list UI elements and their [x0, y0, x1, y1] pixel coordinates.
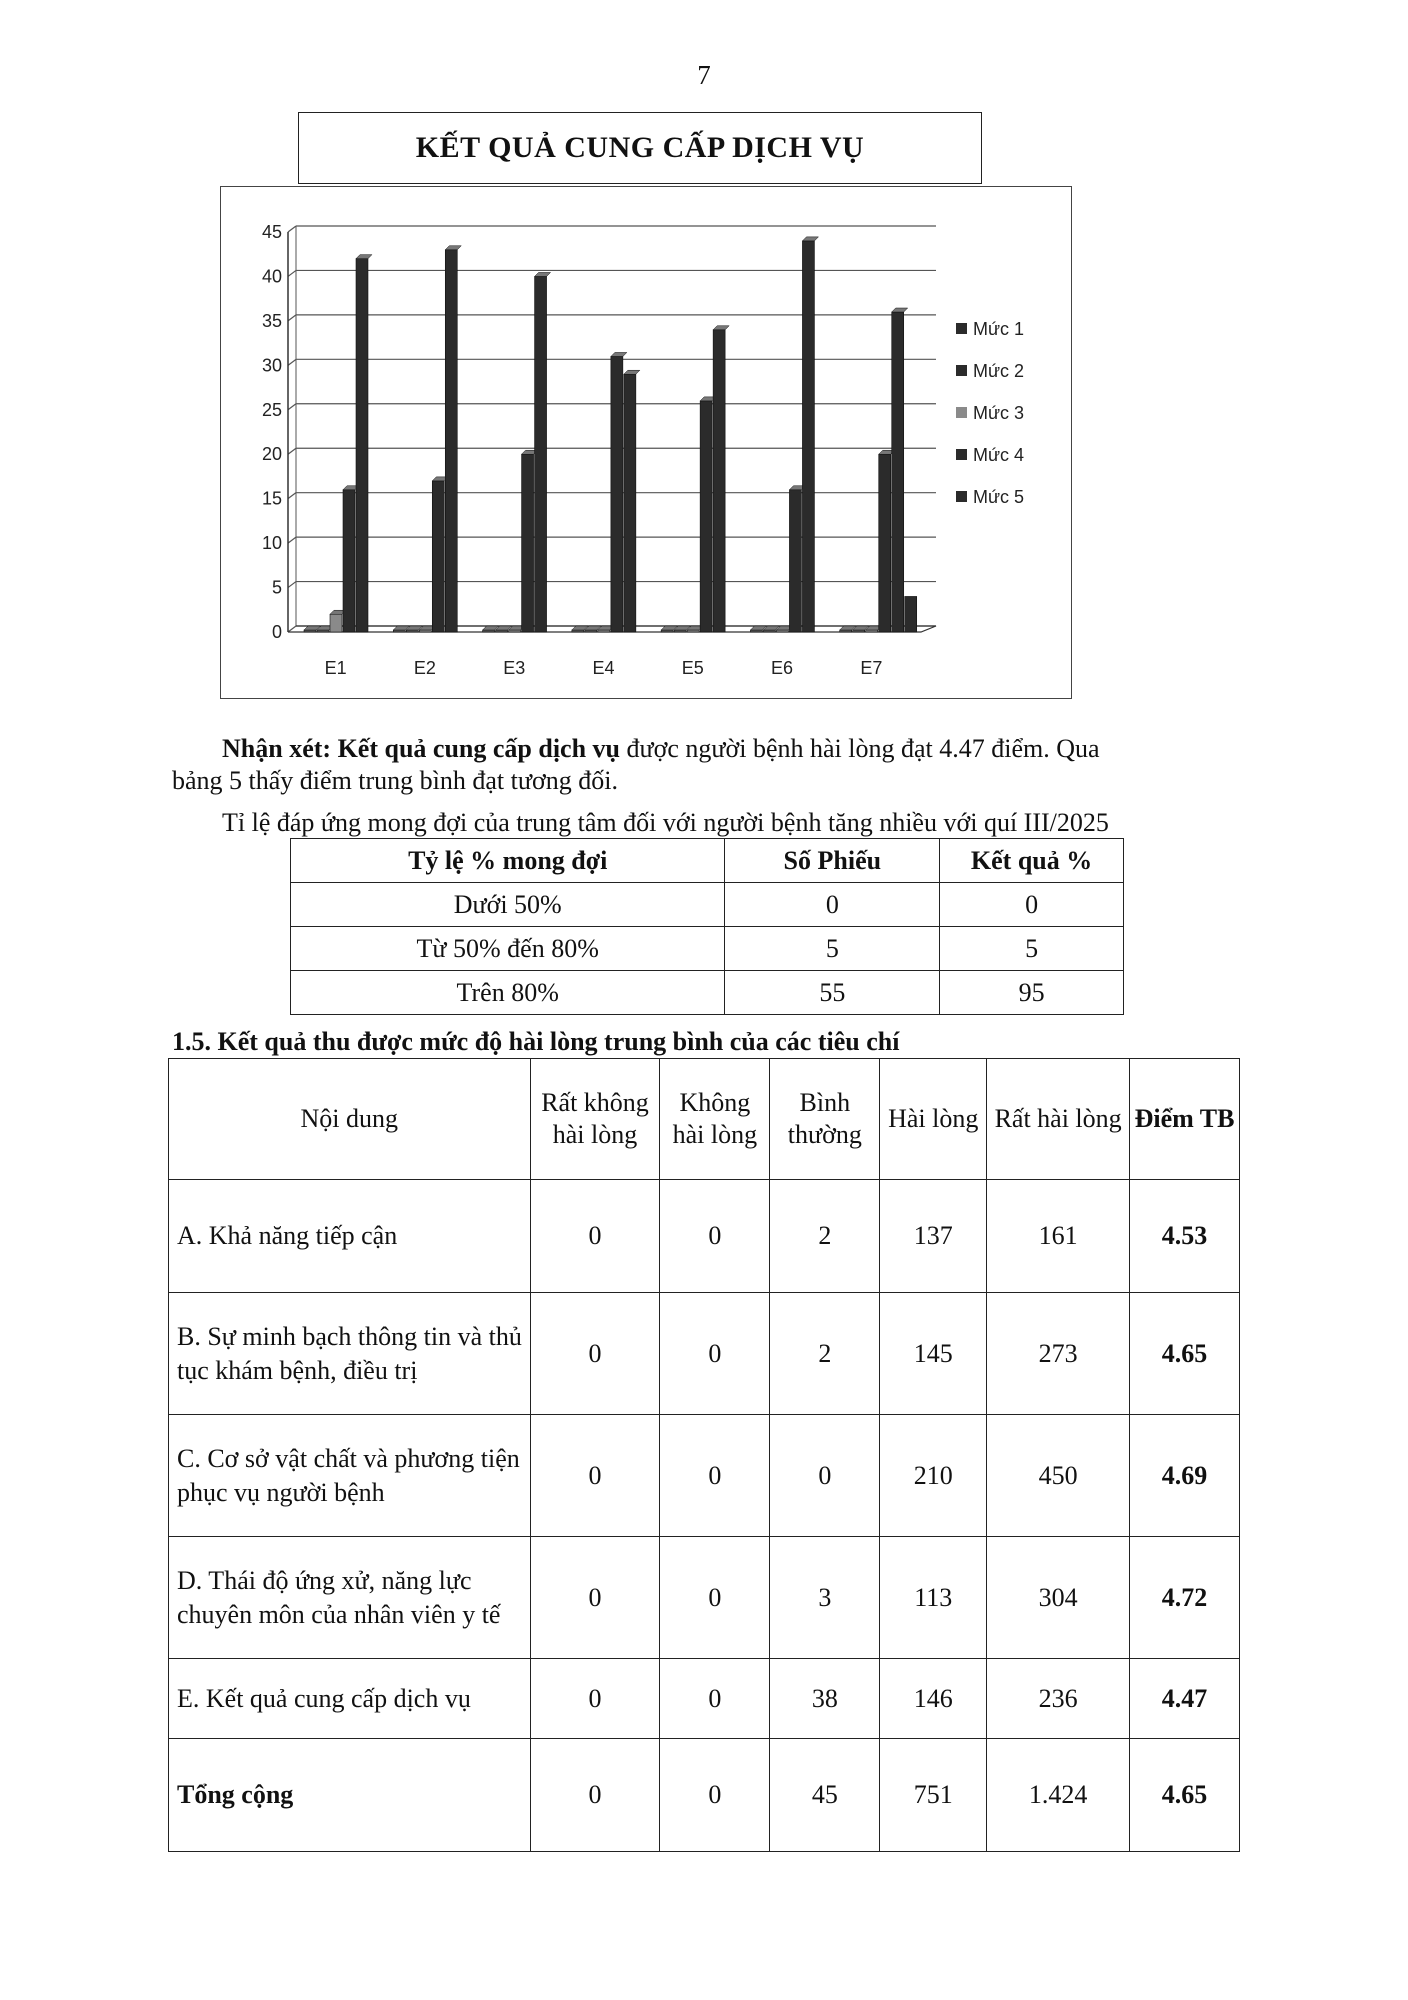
- bar: [624, 374, 636, 632]
- table-cell: 38: [770, 1659, 880, 1739]
- bar: [687, 630, 699, 632]
- bar: [483, 630, 495, 632]
- table-cell: 1.424: [987, 1739, 1130, 1852]
- table-cell: 146: [880, 1659, 987, 1739]
- x-tick-label: E5: [681, 658, 704, 678]
- gridline-perspective: [288, 537, 296, 543]
- table-row: [169, 1659, 1240, 1739]
- header-cell: Kết quả %: [940, 839, 1124, 883]
- y-tick-label: 40: [261, 266, 282, 287]
- bar: [840, 630, 852, 632]
- legend-swatch: [956, 491, 967, 502]
- table-cell: 0: [940, 883, 1124, 927]
- bar: [802, 241, 814, 632]
- y-tick-label: 45: [261, 222, 282, 242]
- bar: [393, 630, 405, 632]
- gridline-perspective: [288, 493, 296, 499]
- x-tick-label: E7: [860, 658, 883, 678]
- bar: [853, 630, 865, 632]
- table-row: [169, 1180, 1240, 1293]
- table-cell: 95: [940, 971, 1124, 1015]
- bar-top: [611, 352, 627, 356]
- chart-title: KẾT QUẢ CUNG CẤP DỊCH VỤ: [415, 131, 865, 164]
- bar: [598, 630, 610, 632]
- table-header-row: [291, 839, 1124, 883]
- remark-label: Nhận xét:: [222, 734, 332, 763]
- table-cell: 4.47: [1130, 1659, 1240, 1739]
- bar: [585, 630, 597, 632]
- header-cell: Tỷ lệ % mong đợi: [291, 839, 725, 883]
- table-total-row: [169, 1739, 1240, 1852]
- bar: [535, 276, 547, 632]
- header-cell: Hài lòng: [880, 1059, 987, 1180]
- bar: [317, 630, 329, 632]
- gridline-perspective: [288, 626, 296, 632]
- table-cell: 0: [530, 1659, 660, 1739]
- table-cell: 145: [880, 1293, 987, 1415]
- bar: [879, 454, 891, 632]
- table-cell: D. Thái độ ứng xử, năng lực chuyên môn của nhân viên y tế: [169, 1537, 531, 1659]
- table-cell: 0: [660, 1659, 770, 1739]
- header-cell: Bình thường: [770, 1059, 880, 1180]
- table-cell: 161: [987, 1180, 1130, 1293]
- y-tick-label: 15: [261, 488, 282, 509]
- bar: [700, 401, 712, 632]
- table-cell: 3: [770, 1537, 880, 1659]
- table-cell: A. Khả năng tiếp cận: [169, 1180, 531, 1293]
- bar: [750, 630, 762, 632]
- bar-top: [713, 326, 729, 330]
- table-cell: 236: [987, 1659, 1130, 1739]
- legend-label: Mức 3: [973, 403, 1025, 423]
- table-cell: 0: [660, 1180, 770, 1293]
- table-cell: 0: [725, 883, 940, 927]
- bar: [763, 630, 775, 632]
- expectation-ratio-table: [290, 838, 1124, 1015]
- gridline-perspective: [288, 404, 296, 410]
- table-row: [169, 1293, 1240, 1415]
- table-cell: 5: [725, 927, 940, 971]
- gridline-perspective: [288, 448, 296, 454]
- bar-top: [356, 255, 372, 259]
- table-row: [291, 883, 1124, 927]
- bar-top: [624, 370, 640, 374]
- gridline-perspective: [288, 315, 296, 321]
- table-cell: 0: [770, 1415, 880, 1537]
- table-cell: 0: [660, 1739, 770, 1852]
- bar: [661, 630, 673, 632]
- table-cell: 4.72: [1130, 1537, 1240, 1659]
- table-cell: 55: [725, 971, 940, 1015]
- table-cell: 0: [660, 1293, 770, 1415]
- table-cell: 0: [530, 1293, 660, 1415]
- y-tick-label: 5: [271, 577, 282, 598]
- remark-paragraph: [222, 733, 1282, 765]
- table-cell: 304: [987, 1537, 1130, 1659]
- bar: [789, 490, 801, 632]
- table-cell: 4.65: [1130, 1293, 1240, 1415]
- bar: [356, 259, 368, 632]
- bar-chart: [220, 186, 1072, 699]
- table-cell: Từ 50% đến 80%: [291, 927, 725, 971]
- section-heading: 1.5. Kết quả thu được mức độ hài lòng trung bình của các tiêu chí: [172, 1027, 900, 1056]
- table-cell: 450: [987, 1415, 1130, 1537]
- bar: [522, 454, 534, 632]
- table-cell: Trên 80%: [291, 971, 725, 1015]
- table-cell: E. Kết quả cung cấp dịch vụ: [169, 1659, 531, 1739]
- table-cell: 273: [987, 1293, 1130, 1415]
- gridline-perspective: [288, 270, 296, 276]
- page-number: 7: [697, 60, 711, 90]
- header-cell: Không hài lòng: [660, 1059, 770, 1180]
- y-tick-label: 10: [261, 533, 282, 554]
- table-header-row: [169, 1059, 1240, 1180]
- table-cell: 5: [940, 927, 1124, 971]
- table-row: [169, 1537, 1240, 1659]
- bar: [892, 312, 904, 632]
- bar: [905, 596, 917, 632]
- table-cell: 4.69: [1130, 1415, 1240, 1537]
- table-cell: 137: [880, 1180, 987, 1293]
- bar-top: [535, 272, 551, 276]
- bar: [674, 630, 686, 632]
- x-tick-label: E2: [413, 658, 436, 678]
- table-row: [291, 927, 1124, 971]
- legend-label: Mức 5: [973, 487, 1025, 507]
- gridline-perspective: [288, 226, 296, 232]
- header-cell: Rất hài lòng: [987, 1059, 1130, 1180]
- bar: [572, 630, 584, 632]
- bar: [776, 630, 788, 632]
- header-cell: Số Phiếu: [725, 839, 940, 883]
- y-tick-label: 25: [261, 399, 282, 420]
- table-cell: Dưới 50%: [291, 883, 725, 927]
- bar: [445, 250, 457, 632]
- bar: [343, 490, 355, 632]
- table-cell: 0: [530, 1739, 660, 1852]
- y-tick-label: 0: [271, 622, 282, 642]
- header-cell: Nội dung: [169, 1059, 531, 1180]
- table-cell: 0: [530, 1415, 660, 1537]
- criteria-satisfaction-table: [168, 1058, 1240, 1852]
- legend-label: Mức 1: [973, 319, 1025, 339]
- ratio-intro: Tỉ lệ đáp ứng mong đợi của trung tâm đối với người bệnh tăng nhiều với quí III/2025: [222, 808, 1109, 837]
- table-cell: 210: [880, 1415, 987, 1537]
- y-tick-label: 30: [261, 355, 282, 376]
- table-cell: 751: [880, 1739, 987, 1852]
- legend-swatch: [956, 365, 967, 376]
- table-cell: 2: [770, 1293, 880, 1415]
- gridline-perspective: [288, 582, 296, 588]
- x-tick-label: E4: [592, 658, 615, 678]
- y-tick-label: 35: [261, 310, 282, 331]
- bar: [406, 630, 418, 632]
- chart-canvas: [221, 187, 1073, 700]
- bar: [713, 330, 725, 632]
- header-cell: Điểm TB: [1130, 1059, 1240, 1180]
- bar: [866, 630, 878, 632]
- legend-label: Mức 2: [973, 361, 1025, 381]
- table-cell: 2: [770, 1180, 880, 1293]
- table-cell: 4.65: [1130, 1739, 1240, 1852]
- remark-continuation: bảng 5 thấy điểm trung bình đạt tương đối.: [172, 766, 618, 795]
- gridline-perspective: [288, 359, 296, 365]
- bar: [419, 630, 431, 632]
- x-tick-label: E1: [324, 658, 347, 678]
- bar: [611, 356, 623, 632]
- bar: [330, 614, 342, 632]
- table-cell: 4.53: [1130, 1180, 1240, 1293]
- table-cell: 0: [530, 1537, 660, 1659]
- legend-swatch: [956, 323, 967, 334]
- x-tick-label: E6: [771, 658, 794, 678]
- bar: [304, 630, 316, 632]
- bar-top: [445, 246, 461, 250]
- table-row: [291, 971, 1124, 1015]
- table-cell: 0: [530, 1180, 660, 1293]
- table-row: [169, 1415, 1240, 1537]
- table-cell: 0: [660, 1537, 770, 1659]
- remark-bold: Kết quả cung cấp dịch vụ: [337, 734, 621, 763]
- table-cell: 113: [880, 1537, 987, 1659]
- bar-top: [802, 237, 818, 241]
- remark-text: được người bệnh hài lòng đạt 4.47 điểm. Qua: [626, 734, 1100, 763]
- y-tick-label: 20: [261, 444, 282, 465]
- bar-top: [892, 308, 908, 312]
- bar: [432, 481, 444, 632]
- legend-swatch: [956, 449, 967, 460]
- legend-label: Mức 4: [973, 445, 1025, 465]
- bar: [509, 630, 521, 632]
- total-label: Tổng cộng: [169, 1739, 531, 1852]
- legend-swatch: [956, 407, 967, 418]
- chart-title-box: [298, 112, 982, 184]
- table-cell: 0: [660, 1415, 770, 1537]
- x-tick-label: E3: [503, 658, 526, 678]
- table-cell: B. Sự minh bạch thông tin và thủ tục khám bệnh, điều trị: [169, 1293, 531, 1415]
- table-cell: C. Cơ sở vật chất và phương tiện phục vụ người bệnh: [169, 1415, 531, 1537]
- bar: [496, 630, 508, 632]
- table-cell: 45: [770, 1739, 880, 1852]
- header-cell: Rất không hài lòng: [530, 1059, 660, 1180]
